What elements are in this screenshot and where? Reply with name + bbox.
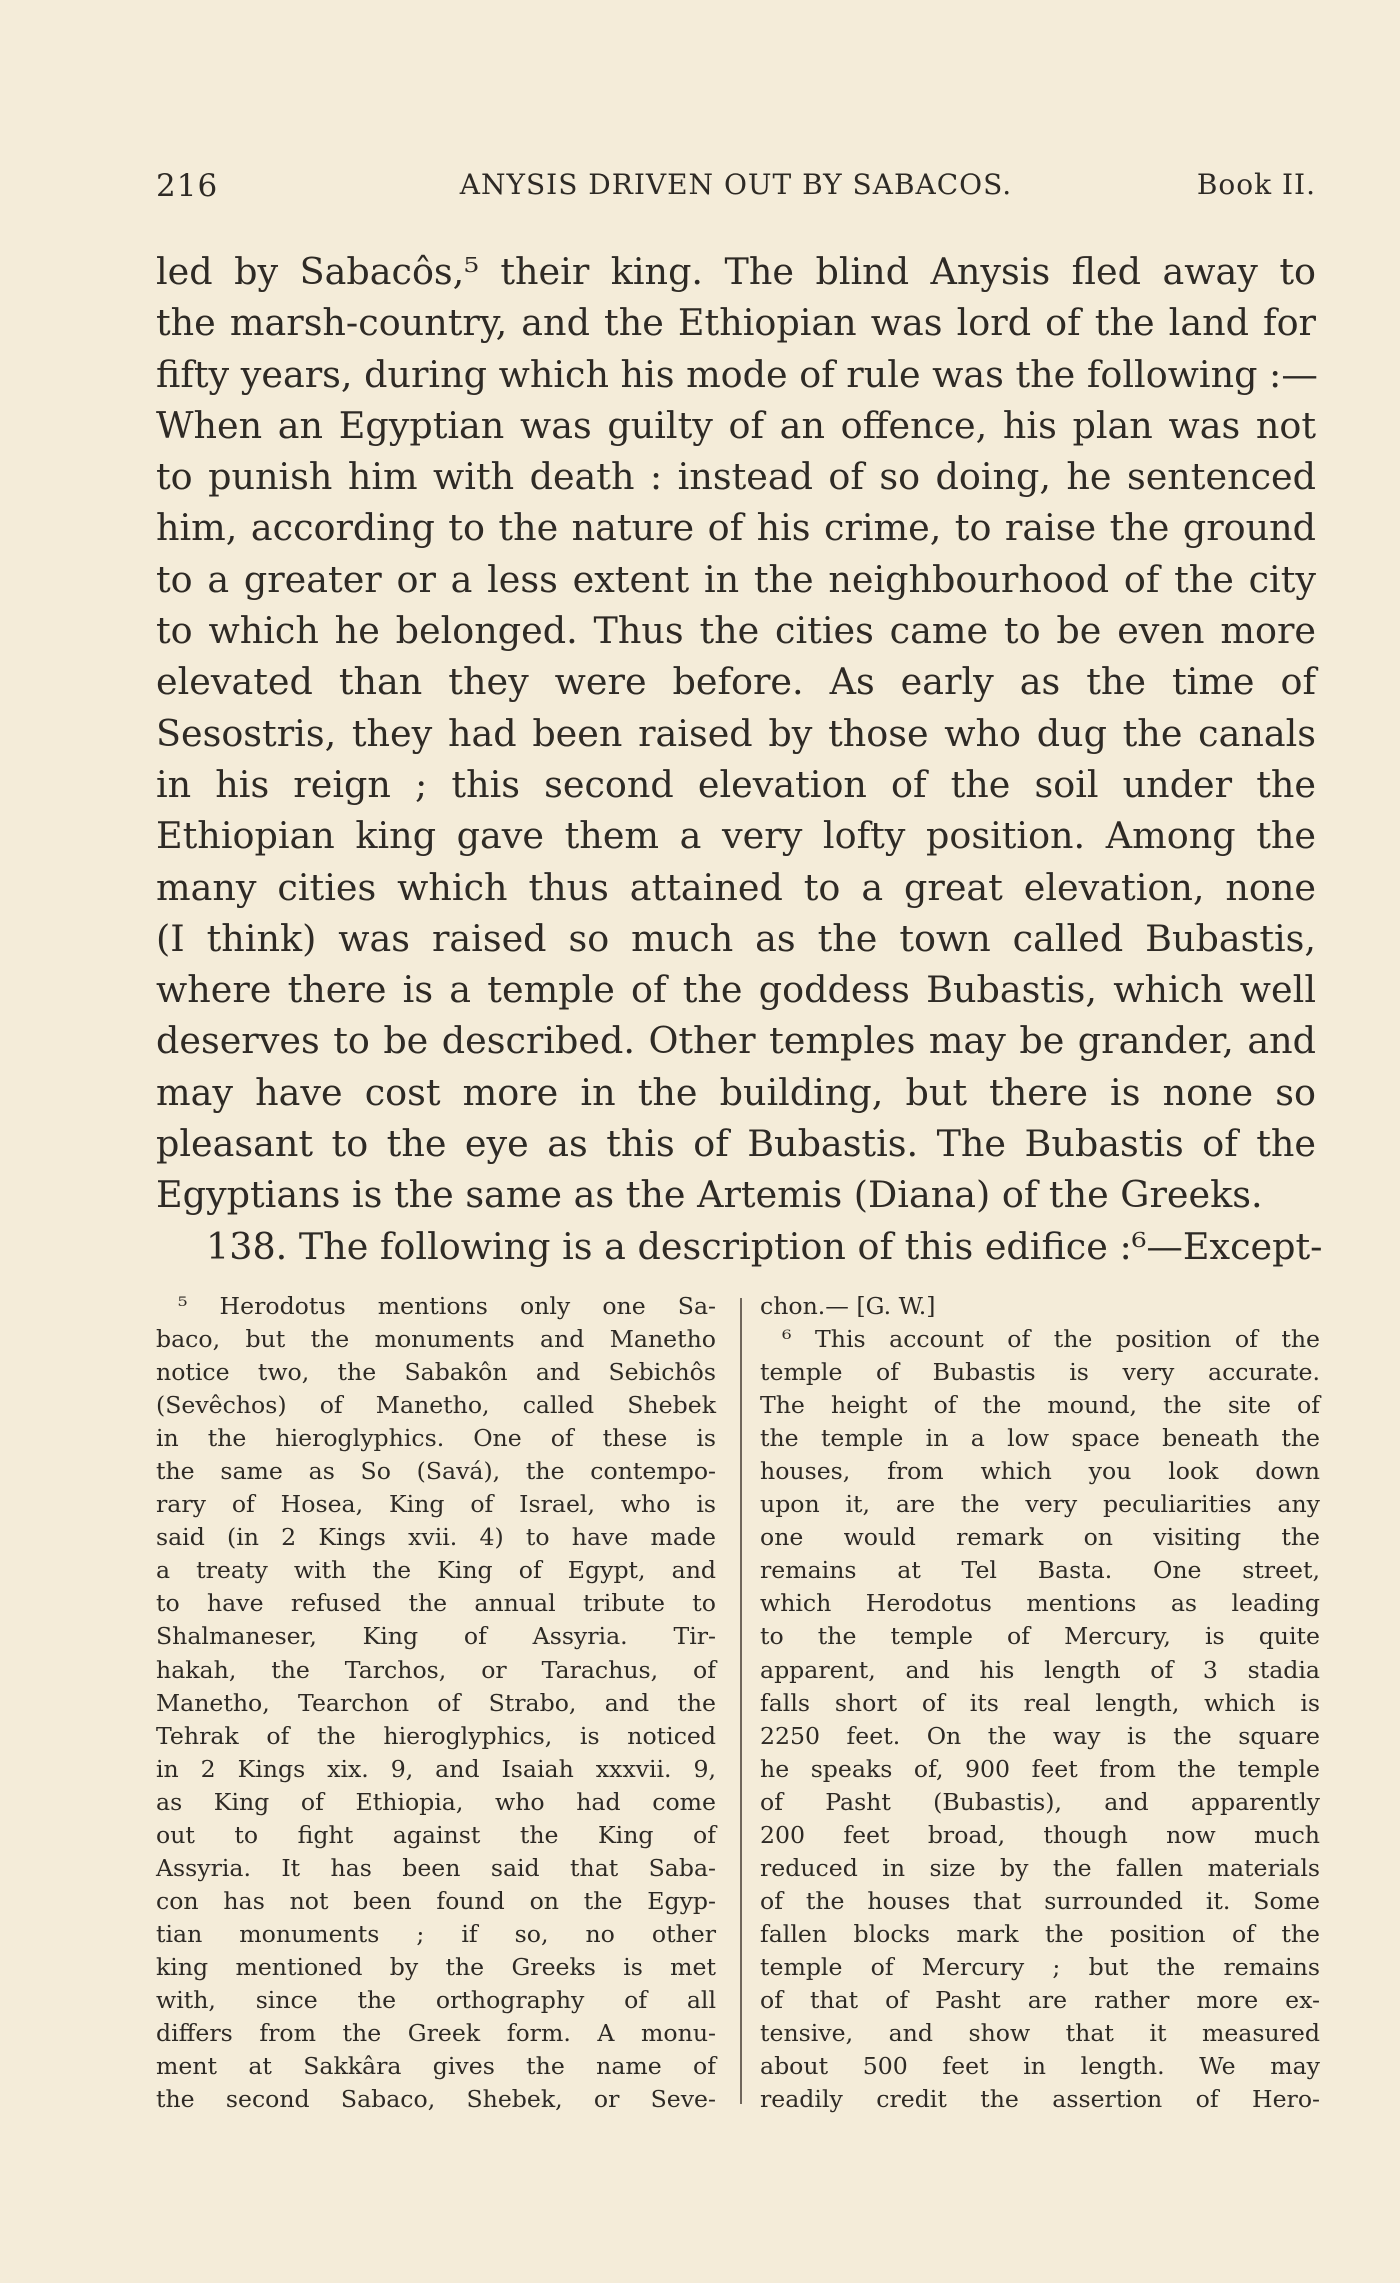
footnote-line: Assyria. It has been said that Saba- — [156, 1853, 716, 1882]
text-line: to punish him with death : instead of so doing, he sentenced — [156, 455, 1316, 499]
footnote-line: of the houses that surrounded it. Some — [760, 1886, 1320, 1915]
footnote-line: Shalmaneser, King of Assyria. Tir- — [156, 1622, 716, 1651]
text-line: in his reign ; this second elevation of the soil under the — [156, 762, 1316, 806]
footnote-line: baco, but the monuments and Manetho — [156, 1325, 716, 1354]
footnote-line: the second Sabaco, Shebek, or Seve- — [156, 2085, 716, 2114]
text-line: fifty years, during which his mode of rule was the following :— — [156, 352, 1318, 396]
text-line: Ethiopian king gave them a very lofty position. Among the — [156, 814, 1316, 858]
chapter-title: ANYSIS DRIVEN OUT BY SABACOS. — [459, 168, 1013, 201]
footnote-line: temple of Bubastis is very accurate. — [760, 1358, 1320, 1387]
footnote-line: hakah, the Tarchos, or Tarachus, of — [156, 1655, 716, 1684]
footnote-line: The height of the mound, the site of — [760, 1391, 1320, 1420]
footnote-line: ment at Sakkâra gives the name of — [156, 2052, 716, 2081]
footnote-line: king mentioned by the Greeks is met — [156, 1952, 716, 1981]
footnote-line: of Pasht (Bubastis), and apparently — [760, 1787, 1320, 1816]
footnote-line: with, since the orthography of all — [156, 1985, 716, 2014]
footnote-line: tian monuments ; if so, no other — [156, 1919, 716, 1948]
footnotes — [156, 1290, 1320, 2120]
text-line: may have cost more in the building, but there is none so — [156, 1070, 1316, 1114]
footnote-line: the temple in a low space beneath the — [760, 1424, 1320, 1453]
footnote-line: notice two, the Sabakôn and Sebichôs — [156, 1358, 716, 1387]
footnote-line: houses, from which you look down — [760, 1457, 1320, 1486]
footnote-line: in 2 Kings xix. 9, and Isaiah xxxvii. 9, — [156, 1754, 716, 1783]
footnote-line: he speaks of, 900 feet from the temple — [760, 1754, 1320, 1783]
footnote-line: rary of Hosea, King of Israel, who is — [156, 1490, 716, 1519]
footnote-line: to have refused the annual tribute to — [156, 1589, 716, 1618]
footnote-line: remains at Tel Basta. One street, — [760, 1556, 1320, 1585]
footnote-line: about 500 feet in length. We may — [760, 2052, 1320, 2081]
footnote-line: a treaty with the King of Egypt, and — [156, 1556, 716, 1585]
footnote-line: falls short of its real length, which is — [760, 1688, 1320, 1717]
text-line: where there is a temple of the goddess Bubastis, which well — [156, 968, 1316, 1012]
footnote-5-line: ⁵ Herodotus mentions only one Sa- — [178, 1292, 716, 1320]
footnote-line: fallen blocks mark the position of the — [760, 1919, 1320, 1948]
footnote-line: Manetho, Tearchon of Strabo, and the — [156, 1688, 716, 1717]
footnote-line: (Sevêchos) of Manetho, called Shebek — [156, 1391, 716, 1420]
text-line: pleasant to the eye as this of Bubastis. The Bubastis of the — [156, 1122, 1316, 1166]
footnote-line: in the hieroglyphics. One of these is — [156, 1424, 716, 1453]
text-line: (I think) was raised so much as the town called Bubastis, — [156, 916, 1316, 960]
footnote-line: differs from the Greek form. A monu- — [156, 2019, 716, 2048]
text-line: deserves to be described. Other temples may be grander, and — [156, 1019, 1316, 1063]
footnote-line: reduced in size by the fallen materials — [760, 1853, 1320, 1882]
footnote-line: which Herodotus mentions as leading — [760, 1589, 1320, 1618]
footnote-line: Tehrak of the hieroglyphics, is noticed — [156, 1721, 716, 1750]
text-line: When an Egyptian was guilty of an offence, his plan was not — [156, 403, 1316, 447]
footnote-line: 2250 feet. On the way is the square — [760, 1721, 1320, 1750]
text-line: to a greater or a less extent in the neighbourhood of the city — [156, 557, 1316, 601]
footnote-column-right — [760, 1290, 1320, 2116]
footnote-line: the same as So (Savá), the contempo- — [156, 1457, 716, 1486]
footnote-line: readily credit the assertion of Hero- — [760, 2085, 1320, 2114]
text-line: elevated than they were before. As early as the time of — [156, 660, 1316, 704]
text-line: the marsh-country, and the Ethiopian was lord of the land for — [156, 301, 1316, 345]
footnote-line: as King of Ethiopia, who had come — [156, 1787, 716, 1816]
page-number: 216 — [156, 168, 219, 204]
footnote-line: of that of Pasht are rather more ex- — [760, 1985, 1320, 2014]
footnote-column-left — [156, 1290, 716, 2116]
footnote-line: said (in 2 Kings xvii. 4) to have made — [156, 1523, 716, 1552]
footnote-line: chon.— [G. W.] — [760, 1292, 936, 1320]
text-line: him, according to the nature of his crime, to raise the ground — [156, 506, 1316, 550]
footnote-line: con has not been found on the Egyp- — [156, 1886, 716, 1915]
column-divider — [740, 1298, 742, 2104]
text-line: many cities which thus attained to a great elevation, none — [156, 865, 1316, 909]
text-line: Sesostris, they had been raised by those who dug the canals — [156, 711, 1316, 755]
text-line: to which he belonged. Thus the cities came to be even more — [156, 609, 1316, 653]
text-line: Egyptians is the same as the Artemis (Diana) of the Greeks. — [156, 1173, 1263, 1217]
footnote-line: 200 feet broad, though now much — [760, 1820, 1320, 1849]
footnote-line: one would remark on visiting the — [760, 1523, 1320, 1552]
text-line: led by Sabacôs,⁵ their king. The blind Anysis fled away to — [156, 250, 1316, 293]
footnote-line: out to fight against the King of — [156, 1820, 716, 1849]
footnote-6-line: ⁶ This account of the position of the — [782, 1325, 1320, 1354]
section-138-line: 138. The following is a description of this edifice :⁶—Except- — [206, 1224, 1323, 1268]
footnote-line: temple of Mercury ; but the remains — [760, 1952, 1320, 1981]
footnote-line: upon it, are the very peculiarities any — [760, 1490, 1320, 1519]
footnote-line: apparent, and his length of 3 stadia — [760, 1655, 1320, 1684]
main-text — [156, 246, 1323, 1272]
footnote-line: tensive, and show that it measured — [760, 2019, 1320, 2048]
footnote-line: to the temple of Mercury, is quite — [760, 1622, 1320, 1651]
running-head — [156, 168, 1316, 208]
book-label: Book II. — [1196, 168, 1316, 201]
